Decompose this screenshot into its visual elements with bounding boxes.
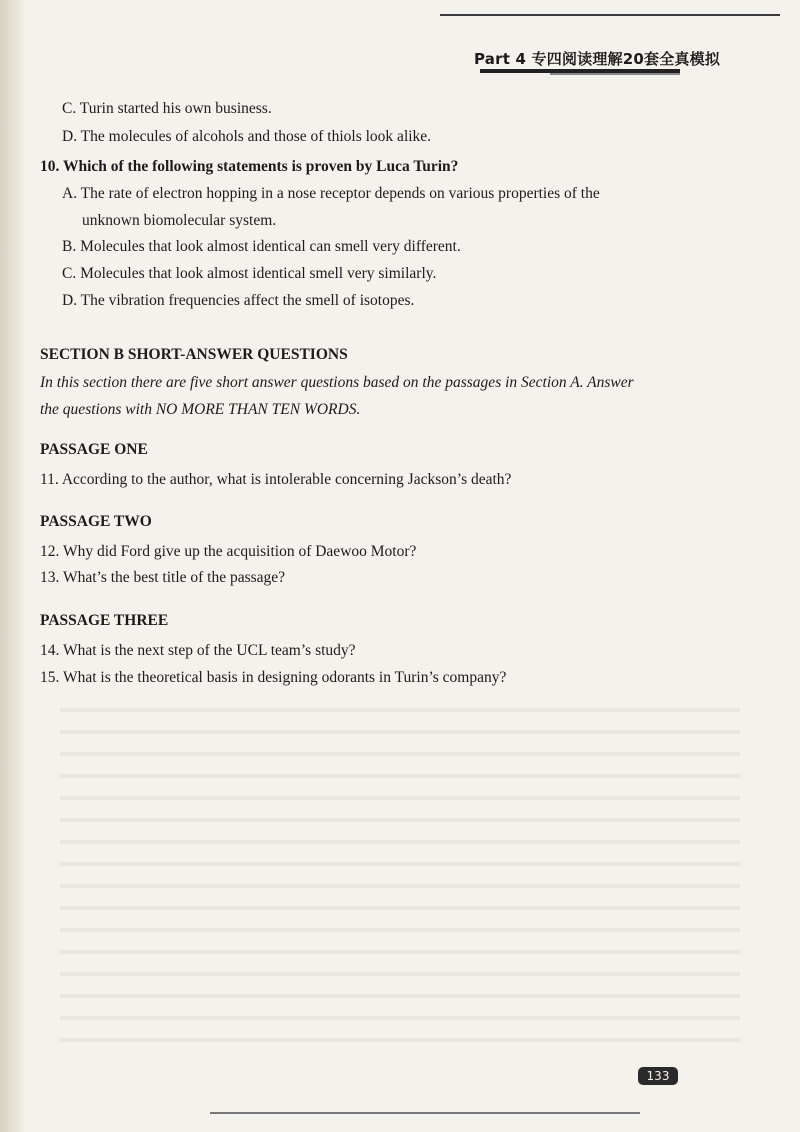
- question-13: 13. What’s the best title of the passage?: [40, 569, 286, 586]
- passage-one-title: PASSAGE ONE: [40, 441, 148, 458]
- option-d-previous: D. The molecules of alcohols and those of thiols look alike.: [62, 128, 432, 145]
- question-10-option-a-cont: unknown biomolecular system.: [82, 212, 277, 229]
- question-10: 10. Which of the following statements is proven by Luca Turin?: [40, 158, 459, 175]
- bottom-rule: [210, 1112, 640, 1114]
- question-10-option-c: C. Molecules that look almost identical smell very similarly.: [62, 265, 437, 282]
- section-b-instructions: In this section there are five short answer questions based on the passages in Section A. Answer: [40, 374, 634, 391]
- passage-three-title: PASSAGE THREE: [40, 612, 169, 629]
- section-b-title: SECTION B SHORT-ANSWER QUESTIONS: [40, 346, 348, 363]
- document-page: [20, 0, 800, 1132]
- running-header: Part 4 专四阅读理解20套全真模拟: [474, 50, 721, 68]
- bleed-through-text: [60, 690, 740, 1050]
- option-c-previous: C. Turin started his own business.: [62, 100, 272, 117]
- section-b-instructions-cont: the questions with NO MORE THAN TEN WORDS.: [40, 401, 361, 418]
- question-15: 15. What is the theoretical basis in designing odorants in Turin’s company?: [40, 669, 507, 686]
- question-14: 14. What is the next step of the UCL team’s study?: [40, 642, 356, 659]
- question-10-option-a: A. The rate of electron hopping in a nose receptor depends on various properties of the: [62, 185, 600, 202]
- page-number: 133: [638, 1067, 678, 1085]
- header-top-rule: [440, 14, 780, 16]
- question-10-option-d: D. The vibration frequencies affect the smell of isotopes.: [62, 292, 415, 309]
- passage-two-title: PASSAGE TWO: [40, 513, 152, 530]
- question-10-option-b: B. Molecules that look almost identical can smell very different.: [62, 238, 461, 255]
- question-11: 11. According to the author, what is intolerable concerning Jackson’s death?: [40, 471, 512, 488]
- header-thin-rule: [550, 73, 680, 75]
- question-12: 12. Why did Ford give up the acquisition of Daewoo Motor?: [40, 543, 417, 560]
